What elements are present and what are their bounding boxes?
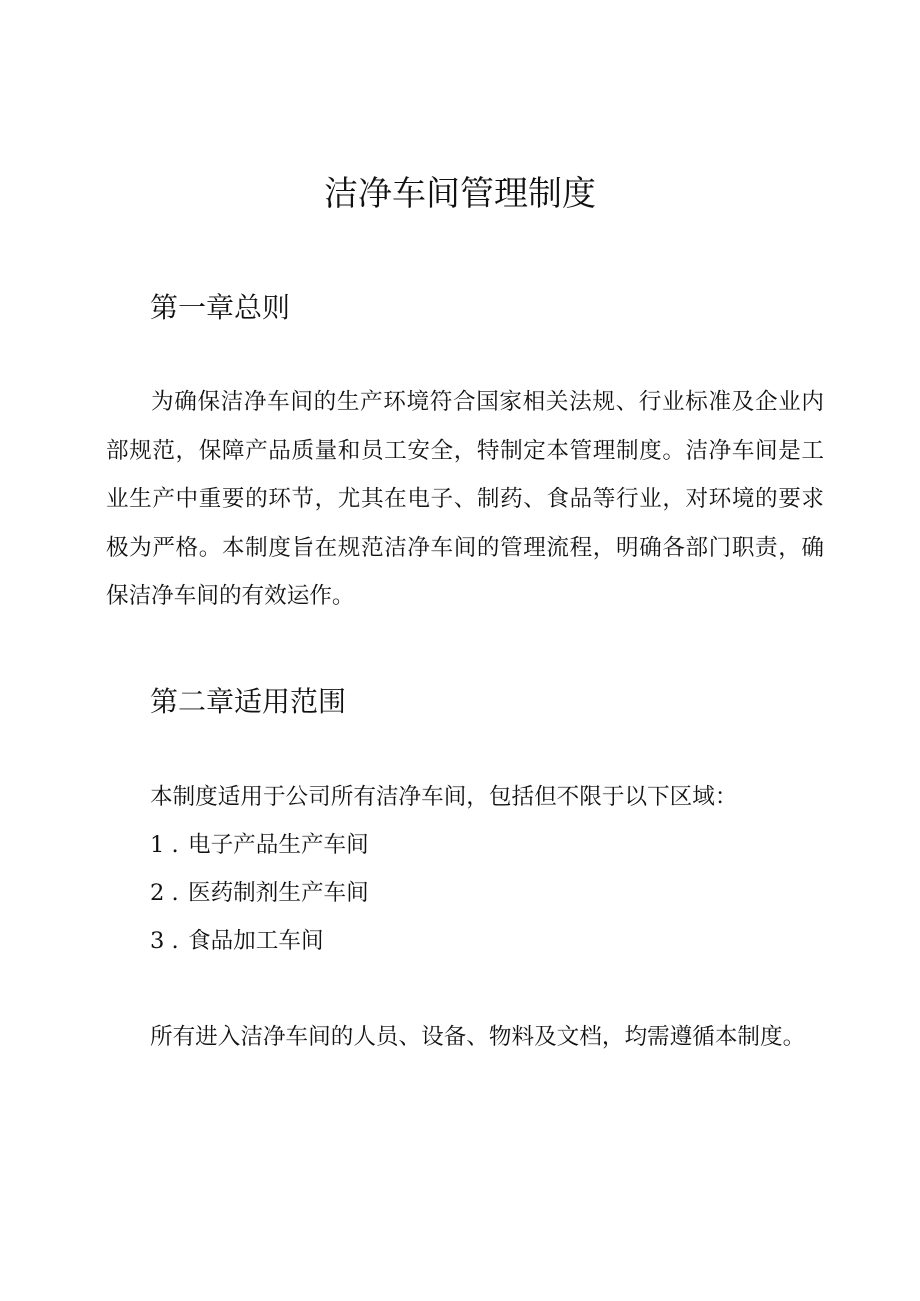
list-item-text: 医药制剂生产车间: [188, 880, 369, 906]
list-item-text: 食品加工车间: [188, 928, 324, 954]
list-item-number: 3 .: [150, 928, 179, 954]
list-item: [150, 925, 324, 957]
chapter-2-closing: 所有进入洁净车间的人员、设备、物料及文档，均需遵循本制度。: [150, 1024, 806, 1050]
chapter-1-heading: 第一章总则: [150, 291, 291, 324]
list-item: [150, 877, 369, 909]
document-title: 洁净车间管理制度: [324, 174, 596, 214]
chapter-1-paragraph: 为确保洁净车间的生产环境符合国家相关法规、行业标准及企业内部规范，保障产品质量和员工安全，特制定本管理制度。洁净车间是工业生产中重要的环节，尤其在电子、制药、食品等行业，对环境的要求极为严格。本制度旨在规范洁净车间的管理流程，明确各部门职责，确保洁净车间的有效运作。: [106, 389, 824, 609]
chapter-2-intro: 本制度适用于公司所有洁净车间，包括但不限于以下区域：: [150, 784, 738, 810]
list-item: [150, 829, 369, 861]
chapter-2-heading: 第二章适用范围: [150, 685, 347, 718]
list-item-text: 电子产品生产车间: [188, 832, 369, 858]
list-item-number: 2 .: [150, 880, 179, 906]
list-item-number: 1 .: [150, 832, 179, 858]
